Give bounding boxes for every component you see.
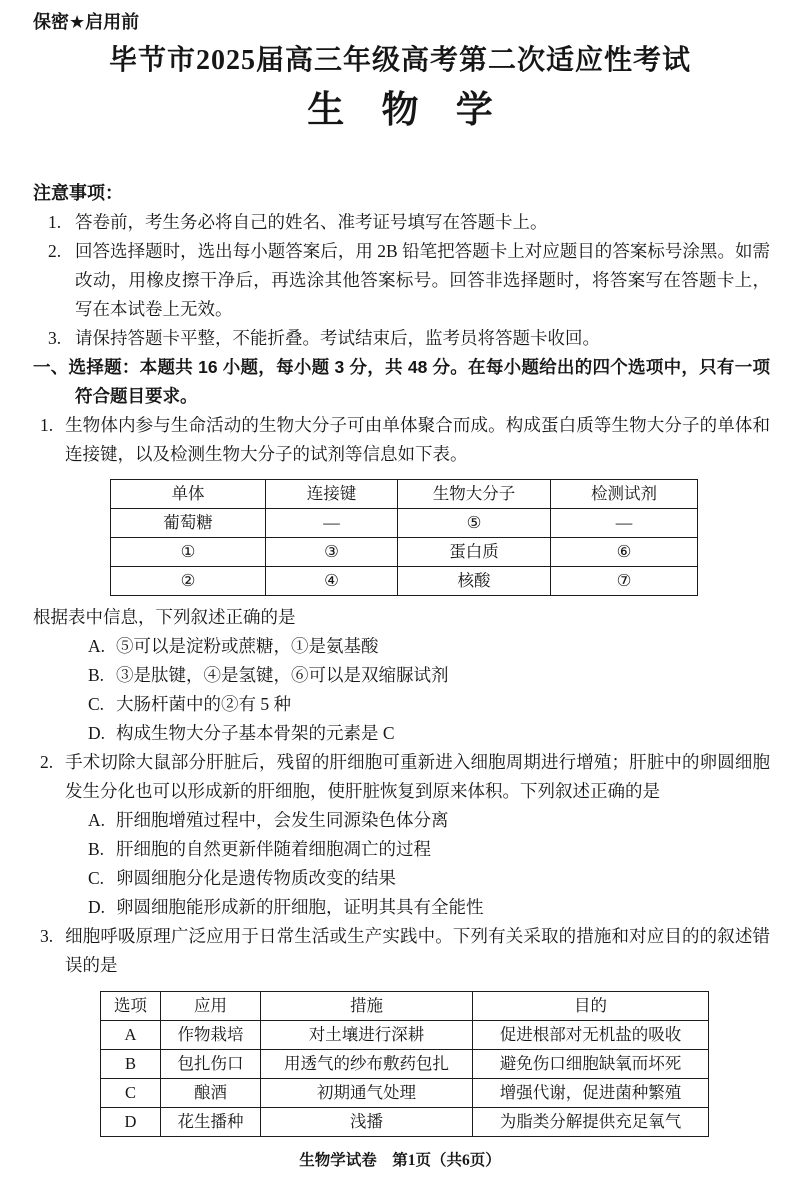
option-label: B. bbox=[88, 839, 105, 859]
table-row bbox=[101, 1108, 709, 1137]
table-cell: 酿酒 bbox=[161, 1079, 261, 1108]
notice-item-text: 答卷前，考生务必将自己的姓名、准考证号填写在答题卡上。 bbox=[75, 212, 548, 232]
table-cell: 花生播种 bbox=[161, 1108, 261, 1137]
table-cell: 用透气的纱布敷药包扎 bbox=[261, 1050, 473, 1079]
question-stem-text: 手术切除大鼠部分肝脏后，残留的肝细胞可重新进入细胞周期进行增殖；肝脏中的卵圆细胞发生分化也可以形成新的肝细胞，使肝脏恢复到原来体积。下列叙述正确的是 bbox=[65, 752, 770, 801]
notice-item bbox=[33, 324, 770, 353]
table-cell: ③ bbox=[266, 538, 398, 567]
table-cell: A bbox=[101, 1021, 161, 1050]
question-stem bbox=[33, 748, 770, 806]
question-prompt: 根据表中信息，下列叙述正确的是 bbox=[33, 607, 296, 627]
paper-body bbox=[33, 179, 770, 1137]
notice-item-text: 请保持答题卡平整，不能折叠。考试结束后，监考员将答题卡收回。 bbox=[75, 328, 600, 348]
notice-item-number: 1. bbox=[48, 212, 62, 232]
table-header-cell: 检测试剂 bbox=[551, 480, 698, 509]
table-cell: 初期通气处理 bbox=[261, 1079, 473, 1108]
option-label: D. bbox=[88, 723, 106, 743]
section-one-heading: 一、选择题：本题共 16 小题，每小题 3 分，共 48 分。在每小题给出的四个选项中，只有一项符合题目要求。 bbox=[33, 357, 770, 406]
question-stem bbox=[33, 922, 770, 980]
notice-item-number: 2. bbox=[48, 241, 62, 261]
table-cell: — bbox=[266, 509, 398, 538]
option-text: ⑤可以是淀粉或蔗糖，①是氨基酸 bbox=[116, 636, 379, 656]
table-cell: 避免伤口细胞缺氧而坏死 bbox=[473, 1050, 709, 1079]
question-3 bbox=[33, 922, 770, 1137]
option-d bbox=[33, 719, 770, 748]
table-header-cell: 应用 bbox=[161, 992, 261, 1021]
table-cell: ⑤ bbox=[398, 509, 551, 538]
table-cell: ⑥ bbox=[551, 538, 698, 567]
table-row bbox=[111, 567, 698, 596]
table-cell: ④ bbox=[266, 567, 398, 596]
option-label: D. bbox=[88, 897, 106, 917]
option-c bbox=[33, 690, 770, 719]
notice-item bbox=[33, 208, 770, 237]
option-label: C. bbox=[88, 694, 105, 714]
table-cell: 蛋白质 bbox=[398, 538, 551, 567]
table-header-cell: 单体 bbox=[111, 480, 266, 509]
table-header-cell: 措施 bbox=[261, 992, 473, 1021]
option-text: 构成生物大分子基本骨架的元素是 C bbox=[116, 723, 395, 743]
table-header-row bbox=[111, 480, 698, 509]
option-text: 肝细胞增殖过程中，会发生同源染色体分离 bbox=[116, 810, 449, 830]
table-row bbox=[111, 509, 698, 538]
table-header-cell: 连接键 bbox=[266, 480, 398, 509]
option-text: ③是肽键，④是氢键，⑥可以是双缩脲试剂 bbox=[116, 665, 449, 685]
option-d bbox=[33, 893, 770, 922]
option-text: 卵圆细胞分化是遗传物质改变的结果 bbox=[116, 868, 396, 888]
table-header-row bbox=[101, 992, 709, 1021]
notice-section bbox=[33, 179, 770, 353]
notice-heading: 注意事项： bbox=[33, 183, 123, 203]
notice-item-text: 回答选择题时，选出每小题答案后，用 2B 铅笔把答题卡上对应题目的答案标号涂黑。如需改动，用橡皮擦干净后，再选涂其他答案标号。回答非选择题时，将答案写在答题卡上，写在本试卷上无效。 bbox=[75, 241, 770, 319]
table-header-cell: 目的 bbox=[473, 992, 709, 1021]
table-cell: 葡萄糖 bbox=[111, 509, 266, 538]
table-cell: D bbox=[101, 1108, 161, 1137]
option-label: B. bbox=[88, 665, 105, 685]
question-1 bbox=[33, 411, 770, 748]
question-number: 2. bbox=[40, 752, 54, 772]
table-cell: ⑦ bbox=[551, 567, 698, 596]
table-cell: 浅播 bbox=[261, 1108, 473, 1137]
option-c bbox=[33, 864, 770, 893]
subject-title: 生 物 学 bbox=[307, 90, 507, 131]
question-number: 1. bbox=[40, 415, 54, 435]
notice-item-number: 3. bbox=[48, 328, 62, 348]
table-cell: 促进根部对无机盐的吸收 bbox=[473, 1021, 709, 1050]
exam-title: 毕节市2025届高三年级高考第二次适应性考试 bbox=[108, 45, 691, 76]
option-b bbox=[33, 661, 770, 690]
question-2 bbox=[33, 748, 770, 922]
table-row bbox=[111, 538, 698, 567]
table-cell: 对土壤进行深耕 bbox=[261, 1021, 473, 1050]
option-a bbox=[33, 632, 770, 661]
option-a bbox=[33, 806, 770, 835]
table-cell: — bbox=[551, 509, 698, 538]
table-cell: ② bbox=[111, 567, 266, 596]
application-table bbox=[100, 991, 709, 1137]
table-cell: 增强代谢，促进菌种繁殖 bbox=[473, 1079, 709, 1108]
table-cell: B bbox=[101, 1050, 161, 1079]
table-row bbox=[101, 1021, 709, 1050]
table-row bbox=[101, 1050, 709, 1079]
option-text: 卵圆细胞能形成新的肝细胞，证明其具有全能性 bbox=[116, 897, 484, 917]
option-text: 肝细胞的自然更新伴随着细胞凋亡的过程 bbox=[116, 839, 431, 859]
notice-item bbox=[33, 237, 770, 324]
table-cell: 包扎伤口 bbox=[161, 1050, 261, 1079]
table-cell: 为脂类分解提供充足氧气 bbox=[473, 1108, 709, 1137]
table-cell: C bbox=[101, 1079, 161, 1108]
question-stem bbox=[33, 411, 770, 469]
table-cell: 作物栽培 bbox=[161, 1021, 261, 1050]
table-header-cell: 生物大分子 bbox=[398, 480, 551, 509]
table-cell: 核酸 bbox=[398, 567, 551, 596]
monomer-table bbox=[110, 479, 698, 596]
option-label: A. bbox=[88, 810, 106, 830]
option-text: 大肠杆菌中的②有 5 种 bbox=[116, 694, 291, 714]
question-stem-text: 细胞呼吸原理广泛应用于日常生活或生产实践中。下列有关采取的措施和对应目的的叙述错误的是 bbox=[65, 926, 770, 975]
question-number: 3. bbox=[40, 926, 54, 946]
table-header-cell: 选项 bbox=[101, 992, 161, 1021]
option-label: A. bbox=[88, 636, 106, 656]
security-marking: 保密★启用前 bbox=[33, 12, 140, 32]
option-label: C. bbox=[88, 868, 105, 888]
question-stem-text: 生物体内参与生命活动的生物大分子可由单体聚合而成。构成蛋白质等生物大分子的单体和连接键，以及检测生物大分子的试剂等信息如下表。 bbox=[65, 415, 770, 464]
page-footer: 生物学试卷 第1页（共6页） bbox=[299, 1152, 501, 1169]
table-cell: ① bbox=[111, 538, 266, 567]
option-b bbox=[33, 835, 770, 864]
table-row bbox=[101, 1079, 709, 1108]
